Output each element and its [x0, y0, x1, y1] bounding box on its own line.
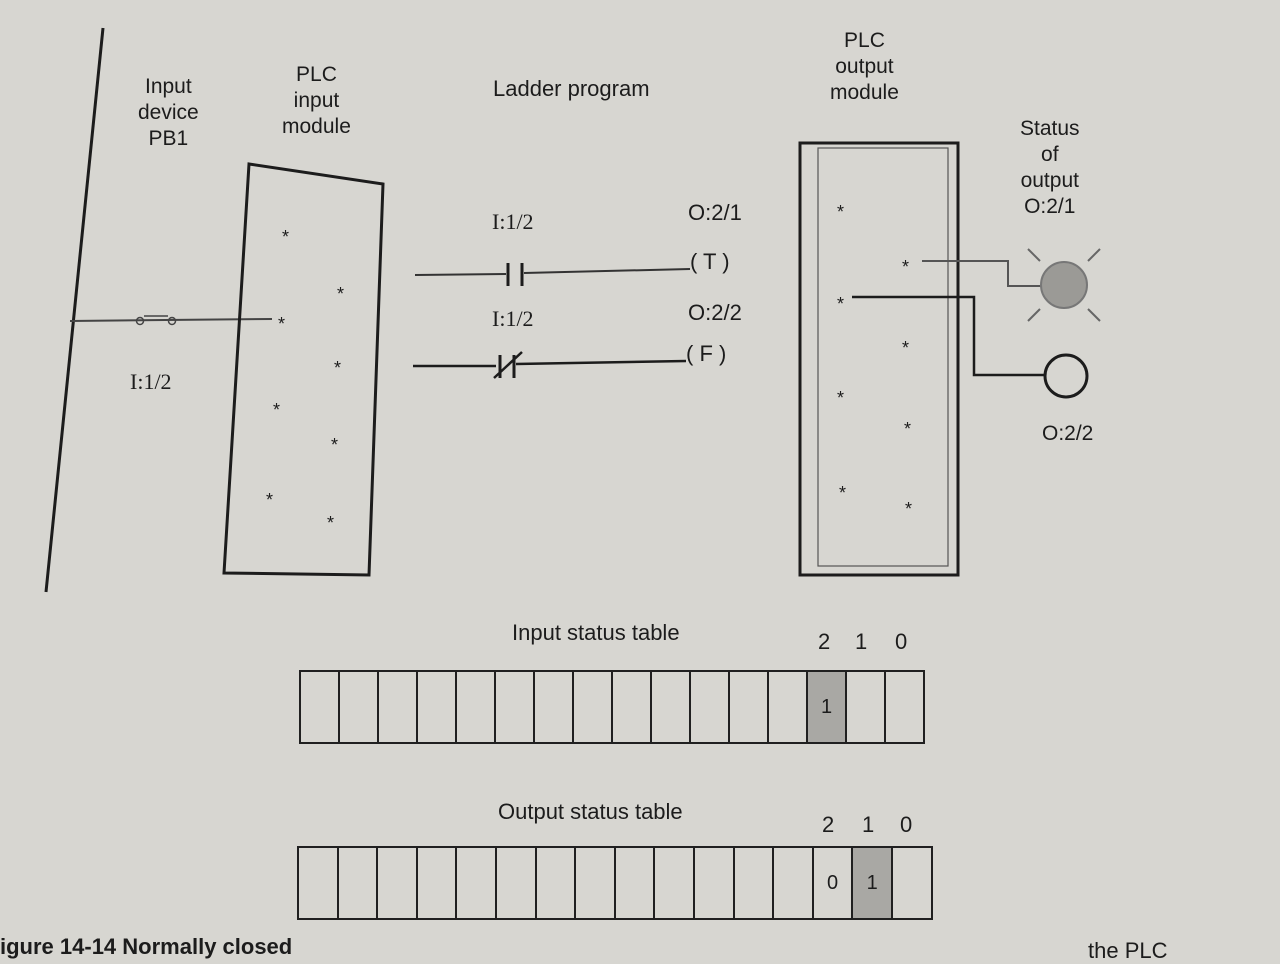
output-status-bit: 0: [812, 846, 854, 920]
output-terminal-marker: *: [902, 338, 910, 358]
rung2-coil: ( F ): [686, 341, 727, 366]
output-terminal-marker: *: [905, 499, 913, 519]
output-status-bit: [455, 846, 497, 920]
input-terminal-marker: *: [278, 314, 286, 334]
output-status-bit: [495, 846, 537, 920]
output-status-bit: [891, 846, 933, 920]
input-status-bit: [416, 670, 457, 744]
input-status-table-title: Input status table: [512, 620, 680, 645]
input-device-label: Input device PB1: [138, 75, 199, 150]
input-status-bit: [299, 670, 340, 744]
output-terminal-marker: *: [837, 294, 845, 314]
input-terminal-marker: *: [334, 358, 342, 378]
plc-output-module-box: [800, 143, 958, 575]
input-wiring-rail: [46, 28, 103, 592]
rung1-coil-address: O:2/1: [688, 200, 742, 225]
input-terminal-marker: *: [273, 400, 281, 420]
input-terminal-marker: *: [282, 227, 290, 247]
output-terminal-marker: *: [837, 388, 845, 408]
output-terminal-marker: *: [904, 419, 912, 439]
input-status-bit: [845, 670, 886, 744]
lamp-o21-ray-sw: [1028, 309, 1040, 321]
input-terminal-marker: *: [337, 284, 345, 304]
rung2-coil-address: O:2/2: [688, 300, 742, 325]
output-status-bit: [416, 846, 458, 920]
output-status-bit: [653, 846, 695, 920]
input-status-bit: [689, 670, 730, 744]
output-bit-header-2: 2: [822, 812, 835, 837]
output-status-bit: [574, 846, 616, 920]
lamp-o21-ray-ne: [1088, 249, 1100, 261]
input-bit-header-0: 0: [895, 629, 908, 654]
output-status-bit: [376, 846, 418, 920]
lamp-o21: [1041, 262, 1087, 308]
input-status-bit: [728, 670, 769, 744]
plc-input-module-box: [224, 164, 383, 575]
output-terminal-marker: *: [902, 257, 910, 277]
rung2-right-wire: [516, 361, 686, 364]
input-status-bit: [572, 670, 613, 744]
input-status-bit: [455, 670, 496, 744]
output-status-bit: [337, 846, 379, 920]
input-status-bit: [533, 670, 574, 744]
output-status-bit: [297, 846, 339, 920]
status-of-output-label: Status of output O:2/1: [1020, 117, 1080, 218]
ladder-program-label: Ladder program: [493, 76, 650, 101]
input-status-bit: [377, 670, 418, 744]
corner-text-fragment: the PLC: [1088, 938, 1168, 963]
lamp-o21-ray-nw: [1028, 249, 1040, 261]
output-terminal-marker: *: [839, 483, 847, 503]
rung1-contact-address: I:1/2: [492, 209, 534, 234]
output-status-bit: [693, 846, 735, 920]
pb1-address-label: I:1/2: [130, 369, 172, 394]
output-status-bit: [614, 846, 656, 920]
rung1-left-wire: [415, 274, 506, 275]
lamp-o21-ray-se: [1088, 309, 1100, 321]
input-terminal-marker: *: [266, 490, 274, 510]
rung2-contact-address: I:1/2: [492, 306, 534, 331]
input-status-bit: [767, 670, 808, 744]
figure-caption: igure 14-14 Normally closed: [0, 934, 293, 959]
input-bit-header-1: 1: [855, 629, 868, 654]
input-status-bit: [611, 670, 652, 744]
pb1-wire: [70, 319, 272, 321]
input-status-bit: [884, 670, 925, 744]
output-status-bit: [772, 846, 814, 920]
output-bit-header-1: 1: [862, 812, 875, 837]
output-bit-header-0: 0: [900, 812, 913, 837]
plc-input-module-label: PLC input module: [282, 63, 351, 138]
input-status-bit: [494, 670, 535, 744]
output-o22-label: O:2/2: [1042, 422, 1094, 445]
input-bit-header-2: 2: [818, 629, 831, 654]
input-terminal-marker: *: [331, 435, 339, 455]
output-status-bit: [733, 846, 775, 920]
input-status-bit: 1: [806, 670, 847, 744]
output-status-bit: [535, 846, 577, 920]
input-status-bit: [650, 670, 691, 744]
output-status-table-title: Output status table: [498, 799, 683, 824]
lamp-o22: [1045, 355, 1087, 397]
input-terminal-marker: *: [327, 513, 335, 533]
rung1-coil: ( T ): [690, 249, 730, 274]
plc-output-module-label: PLC output module: [830, 29, 899, 104]
input-status-bit: [338, 670, 379, 744]
output-status-bit: 1: [851, 846, 893, 920]
output-terminal-marker: *: [837, 202, 845, 222]
rung1-right-wire: [524, 269, 690, 273]
lamp-o21-wire: [922, 261, 1042, 286]
